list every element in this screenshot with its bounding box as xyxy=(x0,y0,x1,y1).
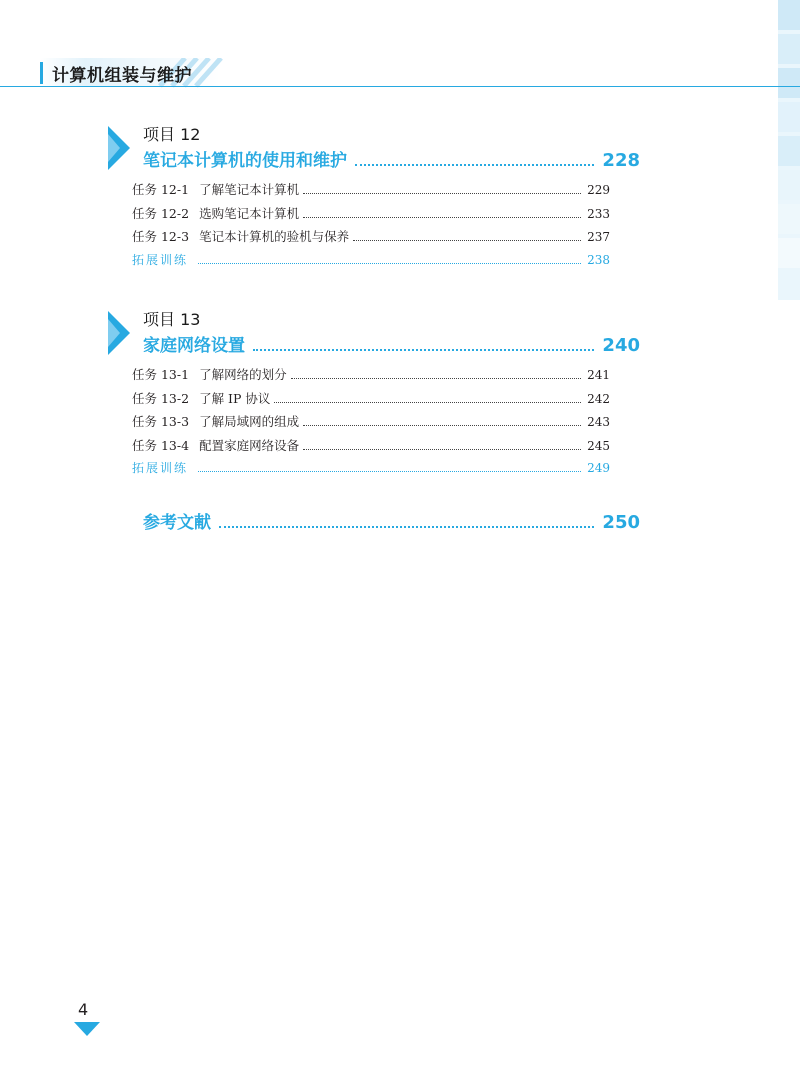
extension-page: 238 xyxy=(587,252,610,267)
corner-stripes-decoration xyxy=(778,0,800,300)
project-title: 家庭网络设置 xyxy=(143,336,245,356)
leader-dots xyxy=(353,240,581,241)
task-page: 229 xyxy=(587,183,610,197)
leader-dots xyxy=(219,526,594,528)
project-page: 240 xyxy=(602,335,640,356)
leader-dots xyxy=(198,263,581,264)
task-title: 选购笔记本计算机 xyxy=(199,205,300,221)
task-number: 任务 13-3 xyxy=(132,414,190,429)
task-page: 243 xyxy=(587,415,610,429)
task-page: 241 xyxy=(587,368,610,382)
extension-title: 拓展训练 xyxy=(132,461,189,475)
extension-title: 拓展训练 xyxy=(132,252,189,267)
project-title-row[interactable] xyxy=(143,331,640,356)
task-page: 233 xyxy=(587,206,610,221)
page-number: 4 xyxy=(78,1000,89,1019)
project-page: 228 xyxy=(602,150,640,171)
toc-entry[interactable] xyxy=(132,180,610,204)
task-page: 245 xyxy=(587,438,610,453)
task-number: 任务 12-2 xyxy=(132,205,190,221)
leader-dots xyxy=(253,349,594,351)
leader-dots xyxy=(303,425,581,426)
project-title-row[interactable] xyxy=(143,146,640,171)
task-number: 任务 13-2 xyxy=(132,390,190,406)
toc-entry[interactable] xyxy=(132,389,610,413)
task-number: 任务 12-1 xyxy=(132,182,190,197)
leader-dots xyxy=(355,164,594,166)
task-title: 笔记本计算机的验机与保养 xyxy=(199,229,350,244)
toc-entry[interactable] xyxy=(132,412,610,436)
task-title: 了解笔记本计算机 xyxy=(199,182,300,197)
leader-dots xyxy=(303,449,581,450)
header-rule xyxy=(0,86,800,87)
task-title: 了解局域网的组成 xyxy=(199,414,300,429)
references-page: 250 xyxy=(602,512,640,533)
leader-dots xyxy=(198,471,581,472)
extension-page: 249 xyxy=(587,461,610,475)
toc-entry-extension[interactable] xyxy=(132,251,610,275)
leader-dots xyxy=(274,402,581,403)
task-number: 任务 12-3 xyxy=(132,229,190,244)
task-title: 配置家庭网络设备 xyxy=(199,437,300,453)
references-entry[interactable] xyxy=(143,508,640,533)
leader-dots xyxy=(291,378,582,379)
project-12-tasks xyxy=(132,180,610,274)
toc-entry[interactable] xyxy=(132,227,610,251)
project-number: 项目 13 xyxy=(143,310,201,329)
task-page: 242 xyxy=(587,391,610,406)
project-arrow-icon xyxy=(108,126,130,170)
task-number: 任务 13-1 xyxy=(132,367,190,382)
project-arrow-icon xyxy=(108,311,130,355)
task-number: 任务 13-4 xyxy=(132,437,190,453)
page-marker-icon xyxy=(74,1022,100,1036)
book-title: 计算机组装与维护 xyxy=(52,66,192,86)
task-title: 了解 IP 协议 xyxy=(199,390,271,406)
project-number: 项目 12 xyxy=(143,125,201,144)
references-title: 参考文献 xyxy=(143,513,211,533)
leader-dots xyxy=(303,193,581,194)
toc-entry[interactable] xyxy=(132,365,610,389)
task-page: 237 xyxy=(587,230,610,244)
leader-dots xyxy=(303,217,581,218)
project-title: 笔记本计算机的使用和维护 xyxy=(143,151,347,171)
toc-entry-extension[interactable] xyxy=(132,459,610,483)
project-13-tasks xyxy=(132,365,610,483)
task-title: 了解网络的划分 xyxy=(199,367,287,382)
toc-entry[interactable] xyxy=(132,204,610,228)
toc-entry[interactable] xyxy=(132,436,610,460)
